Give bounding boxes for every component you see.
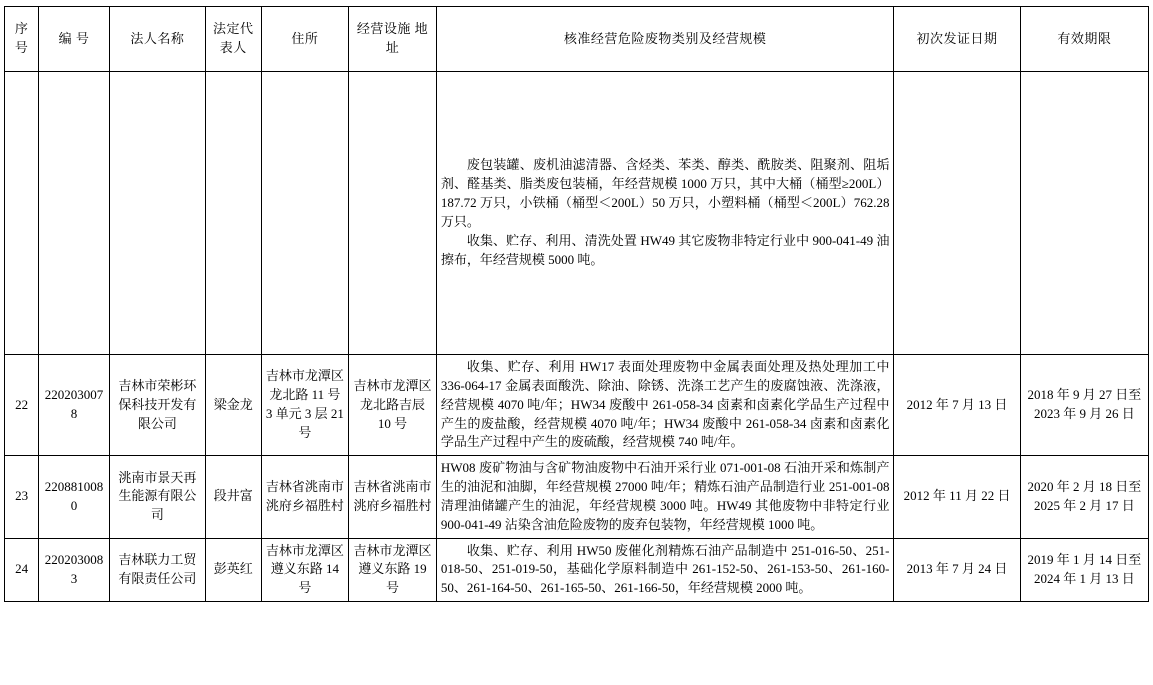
cell-address: 吉林省洮南市洮府乡福胜村 <box>261 456 349 538</box>
table-header <box>5 7 1149 72</box>
cell-site: 吉林省洮南市洮府乡福胜村 <box>349 456 437 538</box>
cell-first-date: 2013 年 7 月 24 日 <box>894 538 1020 602</box>
cell-first-date: 2012 年 7 月 13 日 <box>894 355 1020 456</box>
column-header-first-date: 初次发证日期 <box>894 7 1020 72</box>
cell-code: 2202030083 <box>39 538 110 602</box>
cell-scope <box>436 72 894 355</box>
cell-seq <box>5 72 39 355</box>
column-header-valid-period: 有效期限 <box>1020 7 1148 72</box>
cell-scope <box>436 456 894 538</box>
cell-address: 吉林市龙潭区龙北路 11 号 3 单元 3 层 21 号 <box>261 355 349 456</box>
column-header-site: 经营设施 地址 <box>349 7 437 72</box>
cell-scope <box>436 355 894 456</box>
cell-rep: 梁金龙 <box>205 355 261 456</box>
cell-name: 洮南市景天再生能源有限公司 <box>109 456 205 538</box>
cell-seq: 22 <box>5 355 39 456</box>
cell-seq: 24 <box>5 538 39 602</box>
column-header-address: 住所 <box>261 7 349 72</box>
column-header-code: 编 号 <box>39 7 110 72</box>
cell-first-date <box>894 72 1020 355</box>
cell-scope <box>436 538 894 602</box>
cell-address: 吉林市龙潭区遵义东路 14 号 <box>261 538 349 602</box>
cell-valid-period: 2019 年 1 月 14 日至 2024 年 1 月 13 日 <box>1020 538 1148 602</box>
cell-site <box>349 72 437 355</box>
scope-paragraph: 收集、贮存、利用 HW50 废催化剂精炼石油产品制造中 251-016-50、251-018-50、251-019-50，基础化学原料制造中 261-152-50、261-153-50、261-160-50、261-164-50、261-165-50、261-166-50，年经营规模 2000 吨。 <box>440 542 890 596</box>
cell-rep: 彭英红 <box>205 538 261 602</box>
table-row <box>5 456 1149 538</box>
hazardous-waste-permit-table <box>4 6 1149 602</box>
scope-paragraph: 废包装罐、废机油滤清器、含烃类、苯类、醇类、酰胺类、阻聚剂、阻垢剂、醛基类、脂类废包装桶，年经营规模 1000 万只，其中大桶（桶型≥200L）187.72 万只，小铁桶（桶型＜200L）50 万只，小塑料桶（桶型＜200L）762.28 万只。 <box>440 157 890 229</box>
table-row <box>5 538 1149 602</box>
cell-rep <box>205 72 261 355</box>
cell-seq: 23 <box>5 456 39 538</box>
cell-name <box>109 72 205 355</box>
cell-code: 2208810080 <box>39 456 110 538</box>
cell-site: 吉林市龙潭区龙北路吉辰 10 号 <box>349 355 437 456</box>
cell-valid-period: 2018 年 9 月 27 日至 2023 年 9 月 26 日 <box>1020 355 1148 456</box>
cell-code <box>39 72 110 355</box>
cell-name: 吉林联力工贸有限责任公司 <box>109 538 205 602</box>
scope-paragraph: 收集、贮存、利用 HW17 表面处理废物中金属表面处理及热处理加工中 336-064-17 金属表面酸洗、除油、除锈、洗涤工艺产生的废腐蚀液、洗涤液，经营规模 4070 吨/年；HW34 废酸中 261-058-34 卤素和卤素化学品生产过程中产生的废盐酸，经营规模 4070 吨/年；HW34 废酸中 261-058-34 卤素和卤素化学品生产过程中产生的废硫酸，经营规模 740 吨/年。 <box>440 359 890 450</box>
cell-name: 吉林市荣彬环保科技开发有限公司 <box>109 355 205 456</box>
table-body <box>5 72 1149 602</box>
table-row <box>5 355 1149 456</box>
cell-site: 吉林市龙潭区遵义东路 19 号 <box>349 538 437 602</box>
cell-valid-period: 2020 年 2 月 18 日至 2025 年 2 月 17 日 <box>1020 456 1148 538</box>
scope-paragraph: 收集、贮存、利用、清洗处置 HW49 其它废物非特定行业中 900-041-49 油擦布，年经营规模 5000 吨。 <box>440 232 890 267</box>
scope-paragraph: HW08 废矿物油与含矿物油废物中石油开采行业 071-001-08 石油开采和炼制产生的油泥和油脚，年经营规模 27000 吨/年；精炼石油产品制造行业 251-001-08 清理油储罐产生的油泥，年经营规模 3000 吨。HW49 其他废物中非特定行业 900-041-49 沾染含油危险废物的废弃包装物，年经营规模 1000 吨。 <box>440 460 890 532</box>
table-header-row <box>5 7 1149 72</box>
cell-rep: 段井富 <box>205 456 261 538</box>
table-row <box>5 72 1149 355</box>
column-header-seq: 序 号 <box>5 7 39 72</box>
cell-code: 2202030078 <box>39 355 110 456</box>
column-header-name: 法人名称 <box>109 7 205 72</box>
column-header-scope: 核准经营危险废物类别及经营规模 <box>436 7 894 72</box>
cell-address <box>261 72 349 355</box>
column-header-rep: 法定代 表人 <box>205 7 261 72</box>
cell-first-date: 2012 年 11 月 22 日 <box>894 456 1020 538</box>
cell-valid-period <box>1020 72 1148 355</box>
